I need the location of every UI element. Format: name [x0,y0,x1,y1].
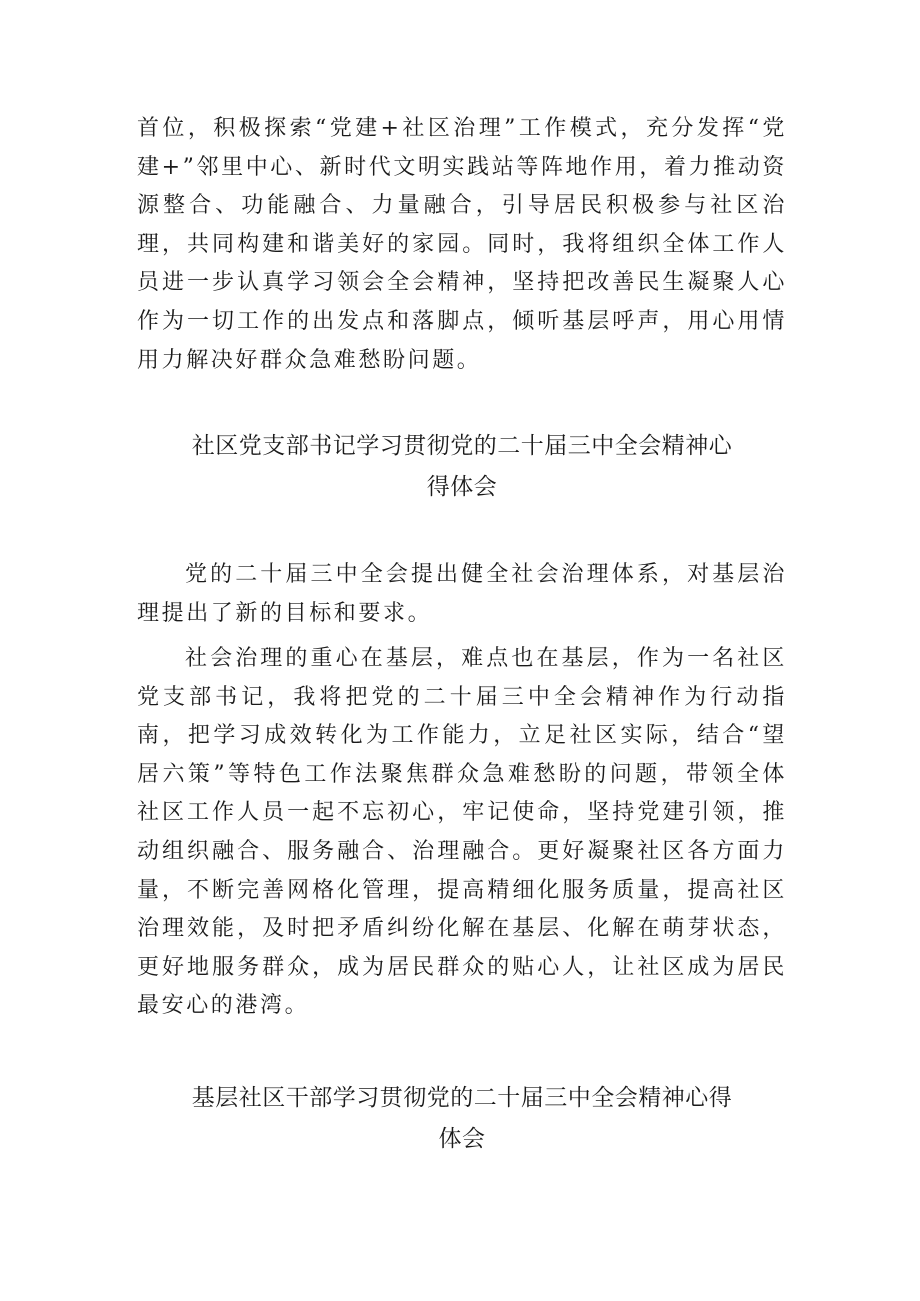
section-title-party-secretary [137,426,787,508]
section-title-line-1: 基层社区干部学习贯彻党的二十届三中全会精神心得 [191,1085,733,1111]
section-title-line-1: 社区党支部书记学习贯彻党的二十届三中全会精神心 [191,433,733,459]
section-title-community-cadre [137,1078,787,1160]
section-title-line-2: 体会 [438,1126,486,1152]
body-paragraph-1: 党的二十届三中全会提出健全社会治理体系，对基层治理提出了新的目标和要求。 [137,562,787,626]
continuation-paragraph: 首位，积极探索“党建+社区治理”工作模式，充分发挥“党建+”邻里中心、新时代文明实践站等阵地作用，着力推动资源整合、功能融合、力量融合，引导居民积极参与社区治理，共同构建和谐美好的家园。同时，我将组织全体工作人员进一步认真学习领会全会精神，坚持把改善民生凝聚人心作为一切工作的出发点和落脚点，倾听基层呼声，用心用情用力解决好群众急难愁盼问题。 [137,116,787,373]
body-paragraph-2: 社会治理的重心在基层，难点也在基层，作为一名社区党支部书记，我将把党的二十届三中全会精神作为行动指南，把学习成效转化为工作能力，立足社区实际，结合“望居六策”等特色工作法聚焦群众急难愁盼的问题，带领全体社区工作人员一起不忘初心，牢记使命，坚持党建引领，推动组织融合、服务融合、治理融合。更好凝聚社区各方面力量，不断完善网格化管理，提高精细化服务质量，提高社区治理效能，及时把矛盾纠纷化解在基层、化解在萌芽状态，更好地服务群众，成为居民群众的贴心人，让社区成为居民最安心的港湾。 [137,646,787,1019]
section-title-line-2: 得体会 [426,474,498,500]
